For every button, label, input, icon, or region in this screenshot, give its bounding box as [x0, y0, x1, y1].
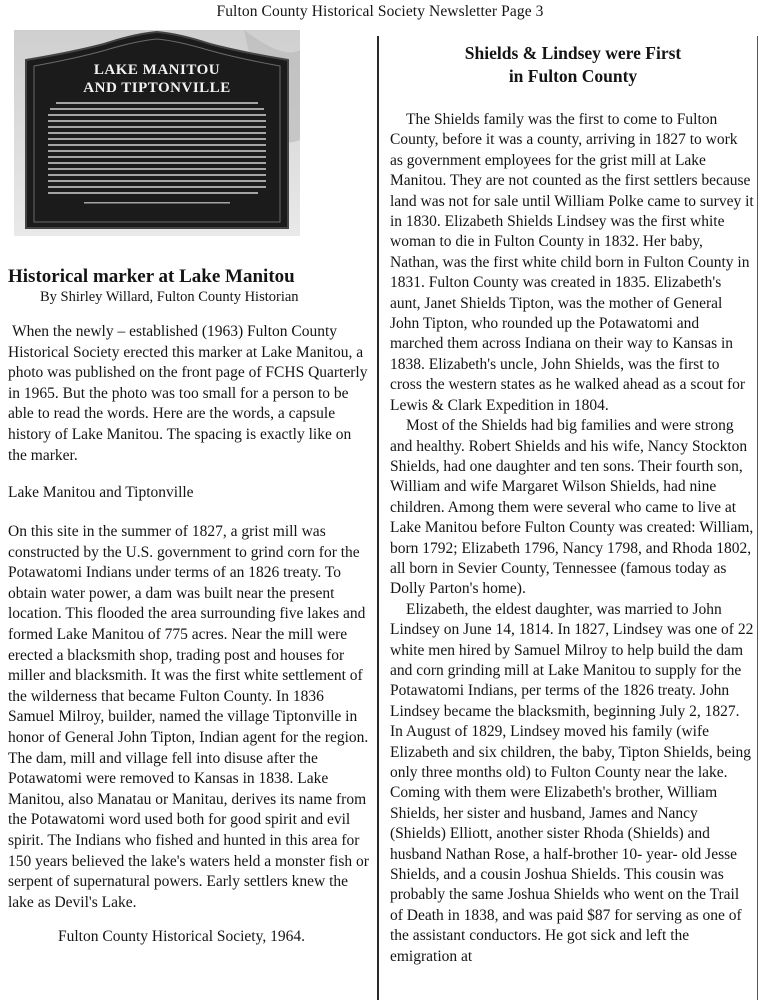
marker-intro-paragraph: When the newly – established (1963) Fulton County Historical Society erected this marker at Lake Manitou, a photo was published on the front page of FCHS Quarterly in 1965. But the photo was too small for a person to be able to read the words. Here are the words, a capsule history of Lake Manitou. The spacing is exactly like on the marker. [8, 323, 368, 464]
marker-heading-line: Lake Manitou and Tiptonville [8, 484, 194, 501]
column-divider [377, 36, 379, 1000]
historical-marker-photo [14, 30, 300, 236]
right-column [390, 0, 756, 1000]
newsletter-header: Fulton County Historical Society Newsletter Page 3 [216, 3, 544, 20]
shields-paragraph-2: Most of the Shields had big families and were strong and healthy. Robert Shields and his wife, Nancy Stockton Shields, had one daughter and ten sons. Their fourth son, William and wife Margaret Wilson Shields, had nine children. Among them were several who came to live at Lake Manitou before Fulton County was created: William, born 1792; Elizabeth 1796, Nancy 1798, and Rhoda 1802, all born in Sevier County, Tennessee (famous today as Dolly Parton's home). [390, 417, 754, 598]
right-edge-rule [757, 36, 758, 1000]
shields-paragraph-3: Elizabeth, the eldest daughter, was married to John Lindsey on June 14, 1814. In 1827, Lindsey was one of 22 white men hired by Samuel Milroy to help build the dam and corn grinding mill at Lake Manitou to supply for the Potawatomi Indians, per terms of the 1826 treaty. John Lindsey became the blacksmith, beginning July 2, 1827. In August of 1829, Lindsey moved his family (wife Elizabeth and six children, the baby, Tipton Shields, being only three months old) to Fulton County near the lake. Coming with them were Elizabeth's brother, William Shields, her sister and husband, James and Nancy (Shields) Elliott, another sister Rhoda (Shields) and husband Nathan Rose, a half-brother 10- year- old Jesse Shields, and a cousin Joshua Shields. This cousin was probably the same Joshua Shields who went on the Trail of Death in 1838, and was paid $87 for serving as one of the assistant conductors. He got sick and left the emigration at [390, 600, 754, 965]
marker-title-line-1: LAKE MANITOU [93, 62, 221, 78]
shields-paragraph-1: The Shields family was the first to come to Fulton County, before it was a county, arriving in 1827 to work as government employees for the grist mill at Lake Manitou. They are not counted as the first settlers because land was not for sale until William Polke came to survey it in 1830. Elizabeth Shields Lindsey was the first white woman to die in Fulton County in 1832. Her baby, Nathan, was the first white child born in Fulton County in 1831. Fulton County was created in 1835. Elizabeth's aunt, Janet Shields Tipton, was the mother of General John Tipton, who rounded up the Potawatomi and marched them across Indiana on their way to Kansas in 1838. Elizabeth's uncle, John Shields, was the first to cross the western states as he walked ahead as a scout for Lewis & Clark Expedition in 1804. [390, 111, 754, 414]
shields-title-line-1: Shields & Lindsey were First [464, 43, 682, 63]
marker-transcription-paragraph: On this site in the summer of 1827, a grist mill was constructed by the U.S. government to grind corn for the Potawatomi Indians under terms of an 1826 treaty. To obtain water power, a dam was built near the present location. This flooded the area surrounding five lakes and formed Lake Manitou of 775 acres. Near the mill were erected a blacksmith shop, trading post and houses for miller and blacksmith. It was the first white settlement of the wilderness that became Fulton County. In 1836 Samuel Milroy, builder, named the village Tiptonville in honor of General John Tipton, Indian agent for the region. The dam, mill and village fell into disuse after the Potawatomi were removed to Kansas in 1838. Lake Manitou, also Manatau or Manitau, derives its name from the Potawatomi word used both for good spirit and evil spirit. The Indians who fished and hunted in this area for 150 years believed the lake's waters held a monster fish or serpent of supernatural powers. Early settlers knew the lake as Devil's Lake. [8, 523, 369, 911]
marker-signature: Fulton County Historical Society, 1964. [58, 928, 305, 945]
shields-article-title [390, 42, 756, 88]
marker-article-title: Historical marker at Lake Manitou [8, 266, 295, 287]
marker-article-byline: By Shirley Willard, Fulton County Historian [40, 289, 299, 305]
marker-title-line-2: AND TIPTONVILLE [83, 80, 231, 96]
left-column [0, 0, 372, 1000]
shields-title-line-2: in Fulton County [508, 66, 638, 86]
shields-article-body [390, 110, 754, 967]
